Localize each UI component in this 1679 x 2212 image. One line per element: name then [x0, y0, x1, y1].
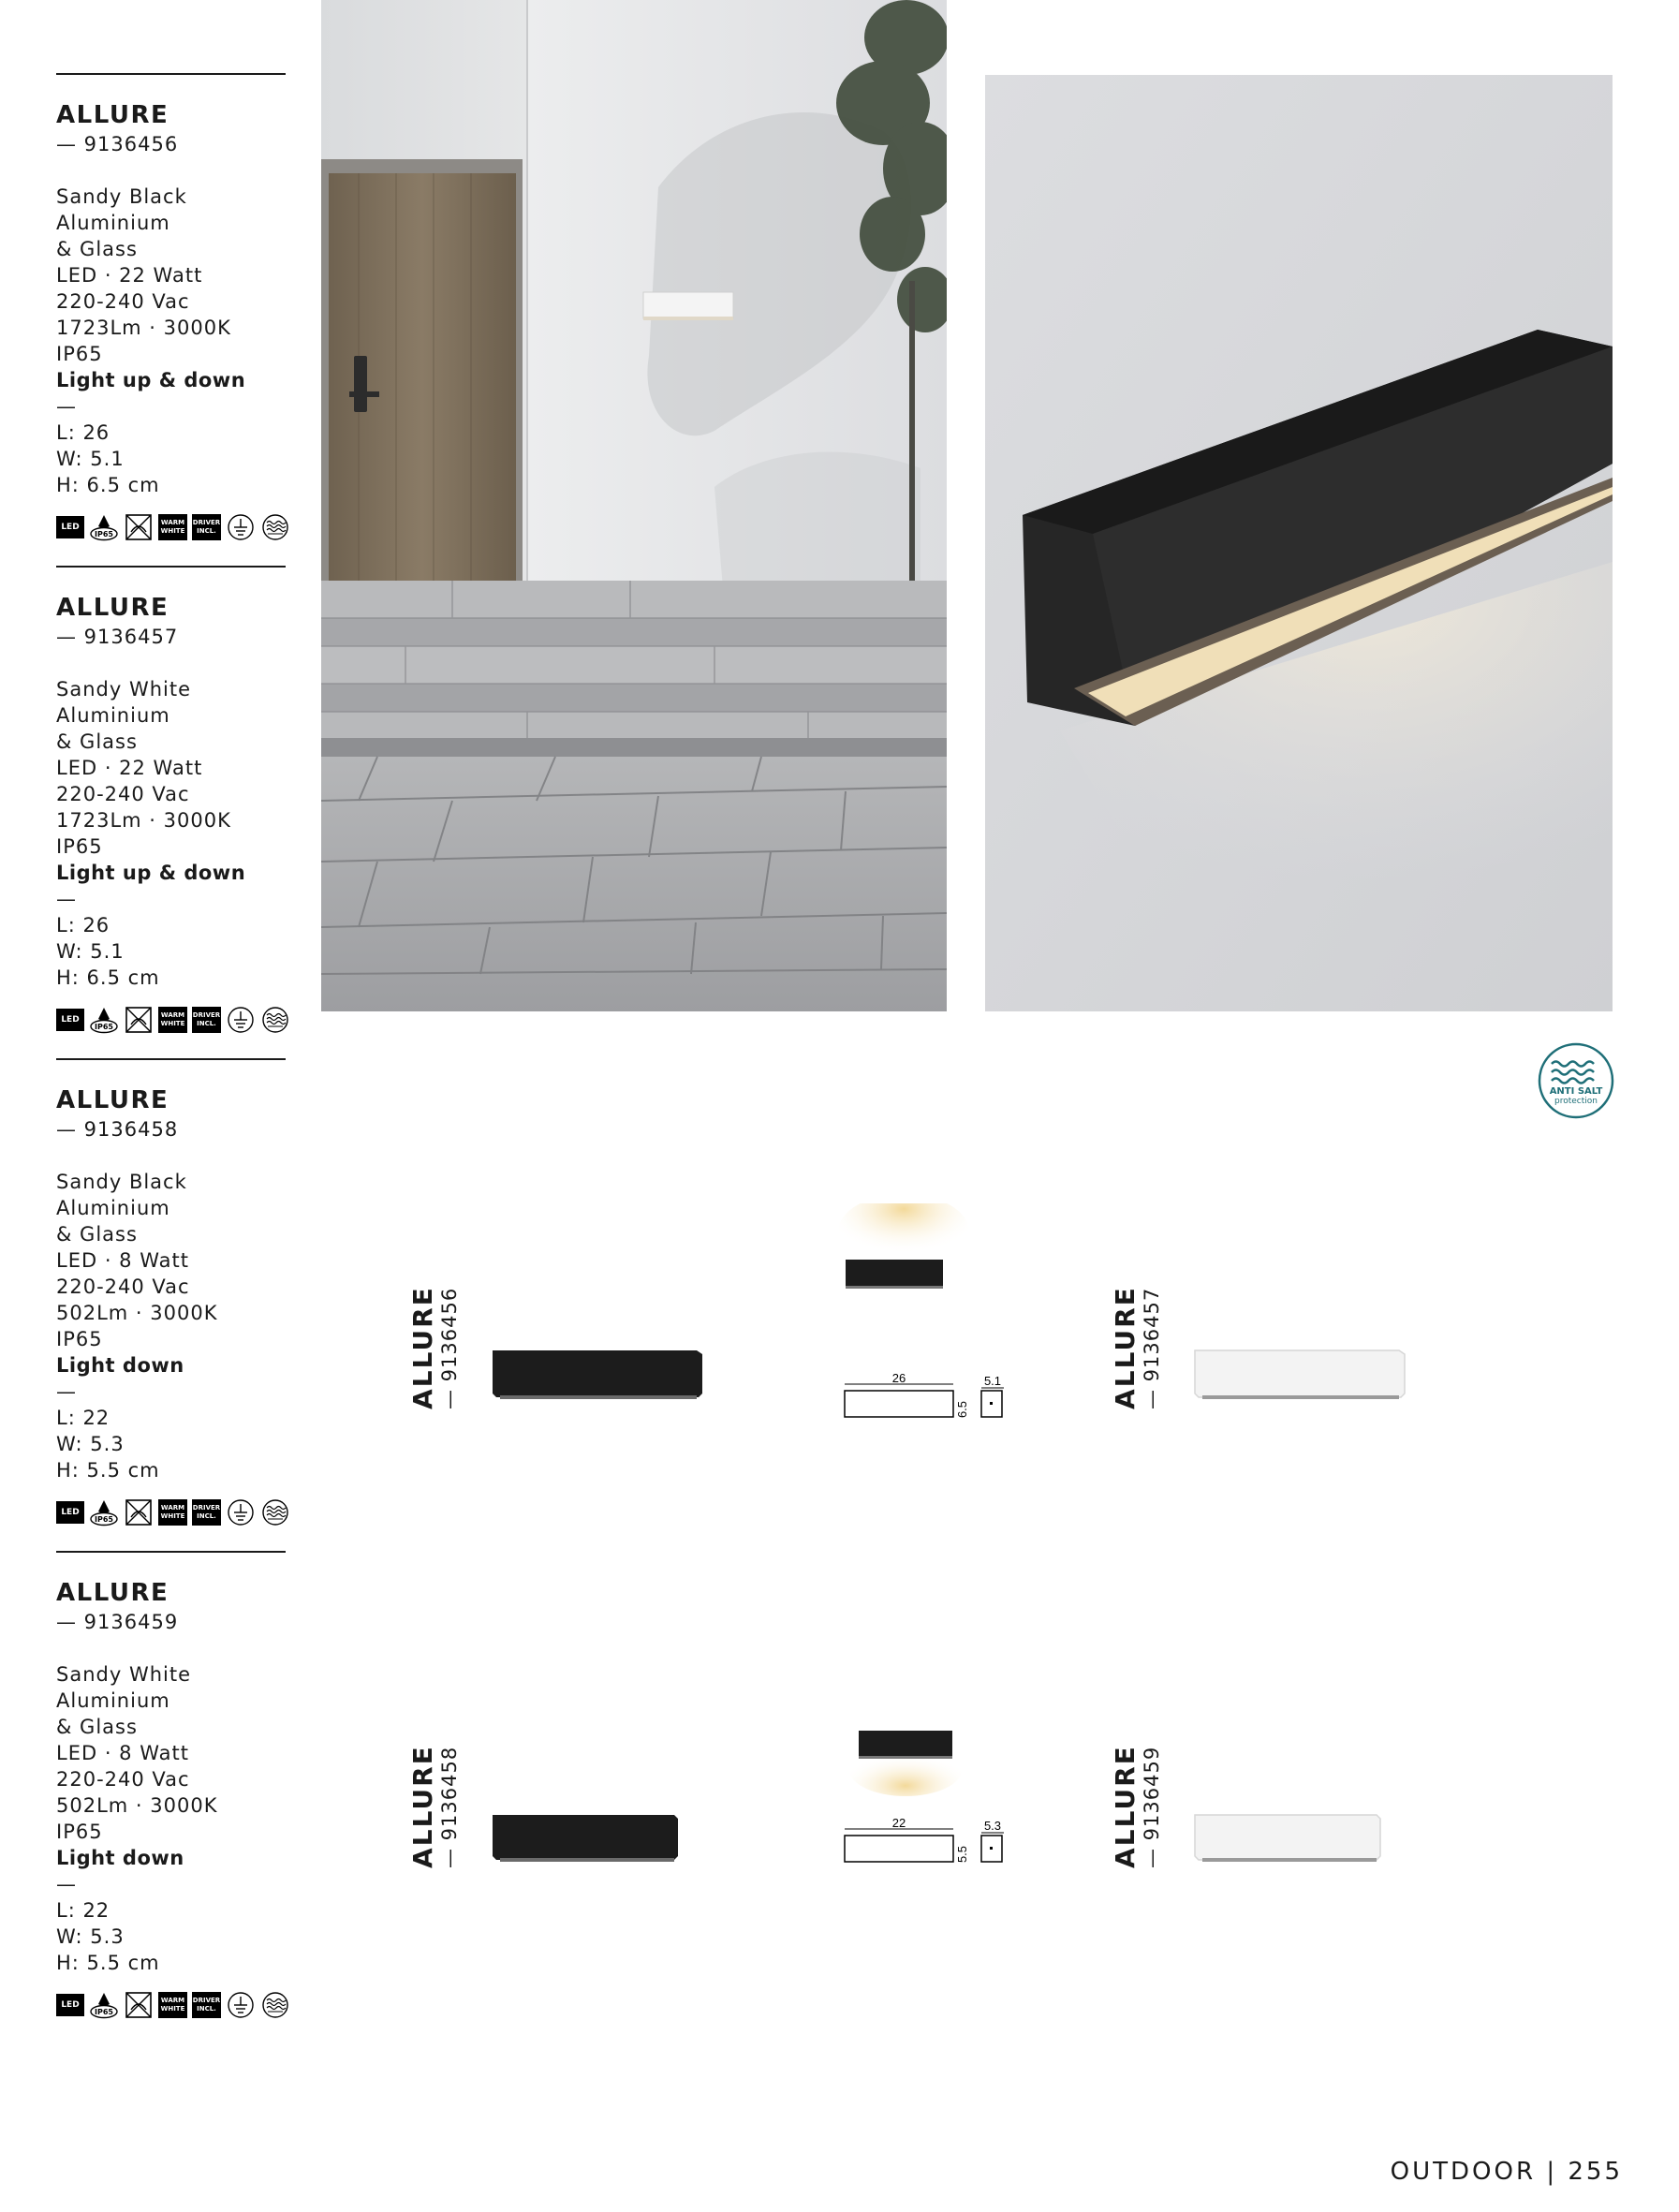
anti-salt-icon [260, 1006, 290, 1034]
spec-separator: — [56, 395, 77, 418]
product-name: ALLURE [407, 1745, 438, 1868]
page-number: 255 [1568, 2158, 1623, 2186]
dimension-drawing [843, 1817, 1011, 1882]
dimension-line: W: 5.1 [56, 940, 125, 963]
spec-line: Aluminium [56, 704, 170, 727]
black-lamp-product-image [487, 1798, 693, 1873]
dimension-line: H: 5.5 cm [56, 1952, 160, 1974]
feature-icons [56, 513, 290, 541]
divider [56, 566, 286, 568]
spec-list [56, 184, 245, 498]
white-lamp-product-image [1189, 1798, 1395, 1873]
spec-line: 1723Lm · 3000K [56, 317, 231, 339]
product-code: — 9136458 [438, 1746, 461, 1868]
product-code: — 9136458 [56, 1118, 179, 1141]
spec-line: Sandy White [56, 678, 192, 700]
product-code: — 9136456 [438, 1287, 461, 1409]
ip65-icon [89, 513, 119, 541]
product-name: ALLURE [1110, 1745, 1141, 1868]
anti-salt-icon [260, 1498, 290, 1526]
product-name: ALLURE [56, 594, 169, 622]
black-lamp-product-image [487, 1337, 712, 1412]
svg-text:26: 26 [891, 1372, 906, 1385]
divider [56, 73, 286, 75]
svg-text:IP65: IP65 [95, 1515, 113, 1524]
earth-ground-icon [226, 1991, 256, 2019]
spec-line: Aluminium [56, 1197, 170, 1219]
spec-separator: — [56, 888, 77, 910]
svg-text:ANTI SALT: ANTI SALT [1549, 1086, 1603, 1097]
product-vertical-label [407, 1745, 461, 1868]
doorway-lifestyle-photo [321, 0, 947, 1011]
spec-line: LED · 22 Watt [56, 757, 203, 779]
divider [56, 1058, 286, 1060]
earth-ground-icon [226, 513, 256, 541]
dimension-line: L: 22 [56, 1407, 110, 1429]
spec-line: Sandy White [56, 1663, 192, 1686]
lamp-glow-image [833, 1203, 974, 1325]
dimension-line: L: 26 [56, 421, 110, 444]
warm-white-icon: WARM WHITE [158, 514, 187, 540]
product-vertical-label [1110, 1745, 1163, 1868]
svg-text:5.1: 5.1 [983, 1374, 1002, 1388]
spec-separator: — [56, 1873, 77, 1895]
anti-salt-icon [260, 1991, 290, 2019]
light-direction: Light up & down [56, 369, 246, 391]
spec-line: 502Lm · 3000K [56, 1794, 218, 1817]
lamp-glow-image [847, 1714, 988, 1798]
spec-line: 220-240 Vac [56, 290, 190, 313]
spec-line: Aluminium [56, 212, 170, 234]
spec-line: LED · 8 Watt [56, 1249, 189, 1272]
lamp-closeup-photo [985, 75, 1613, 1011]
svg-text:5.3: 5.3 [983, 1819, 1002, 1833]
led-icon: LED [56, 1994, 84, 2016]
spec-line: Aluminium [56, 1689, 170, 1712]
svg-text:IP65: IP65 [95, 530, 113, 538]
product-vertical-label [1110, 1286, 1163, 1409]
product-name: ALLURE [56, 1579, 169, 1607]
driver-included-icon: DRIVER INCL. [192, 1007, 221, 1033]
spec-line: 220-240 Vac [56, 783, 190, 805]
dimension-line: H: 6.5 cm [56, 966, 160, 989]
svg-text:22: 22 [891, 1817, 906, 1830]
driver-included-icon: DRIVER INCL. [192, 514, 221, 540]
spec-line: & Glass [56, 1223, 138, 1246]
led-icon: LED [56, 516, 84, 538]
product-code: — 9136456 [56, 133, 179, 155]
spec-line: & Glass [56, 1716, 138, 1738]
spec-line: LED · 22 Watt [56, 264, 203, 287]
warm-white-icon: WARM WHITE [158, 1007, 187, 1033]
light-direction: Light down [56, 1354, 184, 1377]
spec-line: 220-240 Vac [56, 1768, 190, 1791]
ip65-icon [89, 1498, 119, 1526]
svg-text:protection: protection [1554, 1097, 1598, 1106]
driver-included-icon: DRIVER INCL. [192, 1992, 221, 2018]
spec-line: LED · 8 Watt [56, 1742, 189, 1764]
spec-line: Sandy Black [56, 1171, 187, 1193]
no-insulation-cover-icon [124, 1498, 154, 1526]
dimension-line: L: 22 [56, 1899, 110, 1922]
led-icon: LED [56, 1501, 84, 1524]
page-footer [1391, 2158, 1623, 2186]
light-direction: Light up & down [56, 862, 246, 884]
spec-line: IP65 [56, 835, 103, 858]
feature-icons [56, 1498, 290, 1526]
warm-white-icon: WARM WHITE [158, 1992, 187, 2018]
product-vertical-label [407, 1286, 461, 1409]
light-direction: Light down [56, 1847, 184, 1869]
spec-list [56, 1169, 217, 1483]
svg-text:6.5: 6.5 [955, 1400, 969, 1419]
product-name: ALLURE [56, 1086, 169, 1114]
spec-line: & Glass [56, 238, 138, 260]
spec-list [56, 676, 245, 991]
dimension-line: W: 5.3 [56, 1433, 125, 1455]
feature-icons [56, 1006, 290, 1034]
spec-line: IP65 [56, 343, 103, 365]
product-code: — 9136457 [56, 626, 179, 648]
svg-text:IP65: IP65 [95, 1023, 113, 1031]
spec-separator: — [56, 1380, 77, 1403]
warm-white-icon: WARM WHITE [158, 1499, 187, 1526]
dimension-line: H: 5.5 cm [56, 1459, 160, 1482]
driver-included-icon: DRIVER INCL. [192, 1499, 221, 1526]
spec-line: IP65 [56, 1328, 103, 1350]
no-insulation-cover-icon [124, 1006, 154, 1034]
dimension-line: L: 26 [56, 914, 110, 936]
dimension-line: H: 6.5 cm [56, 474, 160, 496]
spec-line: 502Lm · 3000K [56, 1302, 218, 1324]
product-name: ALLURE [56, 101, 169, 129]
no-insulation-cover-icon [124, 513, 154, 541]
anti-salt-icon [260, 513, 290, 541]
spec-line: Sandy Black [56, 185, 187, 208]
spec-line: IP65 [56, 1821, 103, 1843]
white-lamp-product-image [1189, 1337, 1414, 1412]
spec-line: 1723Lm · 3000K [56, 809, 231, 832]
earth-ground-icon [226, 1006, 256, 1034]
spec-line: & Glass [56, 730, 138, 753]
earth-ground-icon [226, 1498, 256, 1526]
product-code: — 9136459 [56, 1611, 179, 1633]
svg-text:IP65: IP65 [95, 2008, 113, 2016]
led-icon: LED [56, 1009, 84, 1031]
product-name: ALLURE [1110, 1286, 1141, 1409]
dimension-line: W: 5.1 [56, 448, 125, 470]
spec-line: 220-240 Vac [56, 1276, 190, 1298]
ip65-icon [89, 1006, 119, 1034]
svg-text:5.5: 5.5 [955, 1845, 969, 1864]
spec-list [56, 1661, 217, 1976]
footer-separator: | [1546, 2158, 1558, 2186]
product-code: — 9136457 [1141, 1287, 1163, 1409]
section-title: OUTDOOR [1390, 2158, 1537, 2186]
product-code: — 9136459 [1141, 1746, 1163, 1868]
dimension-drawing [843, 1372, 1011, 1438]
anti-salt-protection-badge [1537, 1041, 1615, 1120]
no-insulation-cover-icon [124, 1991, 154, 2019]
divider [56, 1551, 286, 1553]
dimension-line: W: 5.3 [56, 1925, 125, 1948]
ip65-icon [89, 1991, 119, 2019]
feature-icons [56, 1991, 290, 2019]
product-name: ALLURE [407, 1286, 438, 1409]
